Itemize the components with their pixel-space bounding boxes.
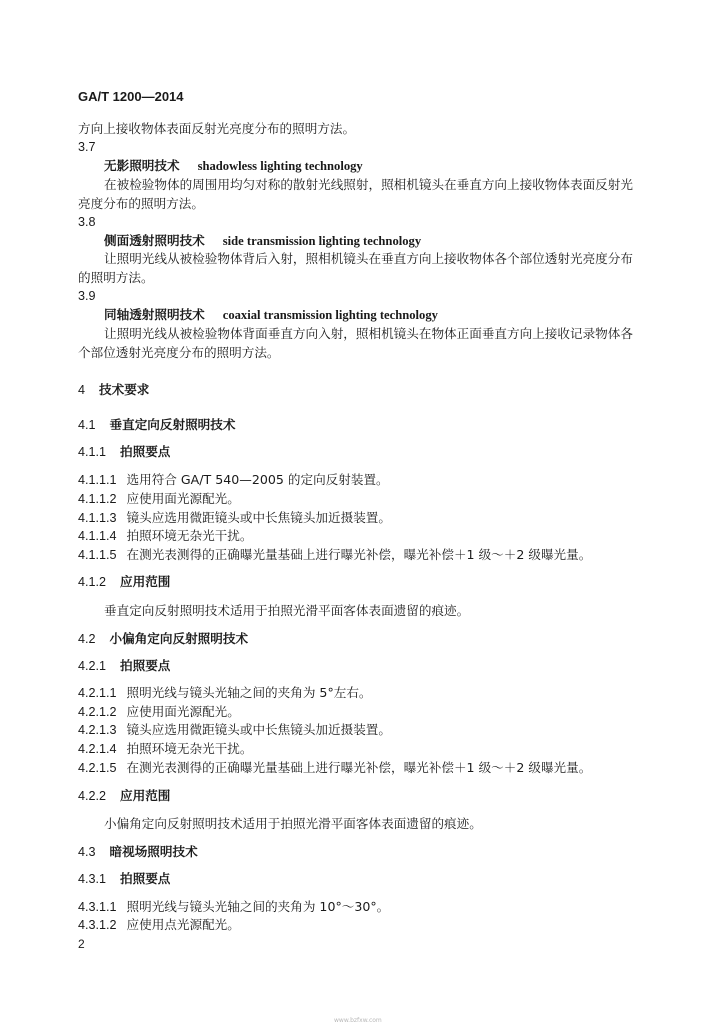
clause-item <box>78 703 240 721</box>
section-number: 4.2 <box>78 632 96 646</box>
clause-item-text: 应使用面光源配光。 <box>126 491 240 506</box>
clause-item <box>78 471 389 489</box>
paragraph-line: 让照明光线从被检验物体背面垂直方向入射，照相机镜头在物体正面垂直方向上接收记录物体各 <box>104 326 633 341</box>
term-title <box>104 306 438 324</box>
term-title <box>104 232 421 250</box>
clause-item <box>78 509 391 527</box>
clause-item-number: 4.3.1.2 <box>78 918 117 932</box>
clause-item-number: 4.2.1.5 <box>78 761 117 775</box>
section-number: 4.3 <box>78 845 96 859</box>
clause-item <box>78 759 591 777</box>
section-heading <box>78 630 248 648</box>
term-title-cn: 无影照明技术 <box>104 158 180 173</box>
clause-item-number: 4.2.1.3 <box>78 723 117 737</box>
clause-item-number: 4.1.1.2 <box>78 492 117 506</box>
clause-item-number: 4.1.1.5 <box>78 548 117 562</box>
clause-item-text: 在测光表测得的正确曝光量基础上进行曝光补偿，曝光补偿＋1 级～＋2 级曝光量。 <box>126 547 592 562</box>
term-title-en: shadowless lighting technology <box>197 159 363 173</box>
clause-item-text: 应使用点光源配光。 <box>126 917 240 932</box>
clause-item <box>78 490 240 508</box>
section-heading <box>78 843 198 861</box>
paragraph-line: 方向上接收物体表面反射光亮度分布的照明方法。 <box>78 121 356 136</box>
paragraph-line: 亮度分布的照明方法。 <box>78 196 204 211</box>
clause-item-number: 4.1.1.3 <box>78 511 117 525</box>
clause-item-number: 4.2.1.4 <box>78 742 117 756</box>
clause-item-text: 照明光线与镜头光轴之间的夹角为 5°左右。 <box>126 685 372 700</box>
subsection-title: 拍照要点 <box>120 444 171 459</box>
section-title: 暗视场照明技术 <box>109 844 198 859</box>
clause-item <box>78 721 391 739</box>
term-title <box>104 157 363 175</box>
clause-item <box>78 546 591 564</box>
subsection-title: 拍照要点 <box>120 658 171 673</box>
clause-item-text: 拍照环境无杂光干扰。 <box>126 528 253 543</box>
clause-item <box>78 527 252 545</box>
term-title-cn: 同轴透射照明技术 <box>104 307 205 322</box>
subsection-heading <box>78 657 170 675</box>
clause-item <box>78 684 372 702</box>
chapter-heading <box>78 381 149 399</box>
section-title: 小偏角定向反射照明技术 <box>109 631 249 646</box>
subsection-heading <box>78 573 170 591</box>
paragraph-line: 在被检验物体的周围用均匀对称的散射光线照射，照相机镜头在垂直方向上接收物体表面反射光 <box>104 177 633 192</box>
term-title-cn: 侧面透射照明技术 <box>104 233 205 248</box>
clause-item-number: 4.2.1.1 <box>78 686 117 700</box>
term-title-en: side transmission lighting technology <box>222 234 422 248</box>
subsection-title: 拍照要点 <box>120 871 171 886</box>
subsection-heading <box>78 443 170 461</box>
paragraph-line: 的照明方法。 <box>78 270 154 285</box>
clause-item-text: 应使用面光源配光。 <box>126 704 240 719</box>
paragraph-line: 个部位透射光亮度分布的照明方法。 <box>78 345 280 360</box>
subsection-number: 4.1.2 <box>78 575 107 589</box>
clause-item-number: 4.1.1.1 <box>78 473 117 487</box>
clause-number: 3.9 <box>78 289 96 303</box>
subsection-title: 应用范围 <box>120 788 171 803</box>
chapter-title: 技术要求 <box>99 382 150 397</box>
clause-item-text: 镜头应选用微距镜头或中长焦镜头加近摄装置。 <box>126 510 391 525</box>
subsection-number: 4.2.2 <box>78 789 107 803</box>
clause-item-text: 选用符合 GA/T 540—2005 的定向反射装置。 <box>126 472 389 487</box>
clause-item <box>78 898 389 916</box>
clause-number: 3.8 <box>78 215 96 229</box>
subsection-heading <box>78 870 170 888</box>
clause-item-text: 在测光表测得的正确曝光量基础上进行曝光补偿，曝光补偿＋1 级～＋2 级曝光量。 <box>126 760 592 775</box>
chapter-number: 4 <box>78 383 86 397</box>
clause-item-text: 拍照环境无杂光干扰。 <box>126 741 253 756</box>
watermark-text: www.bzfxw.com <box>334 1017 382 1024</box>
paragraph-line: 让照明光线从被检验物体背后入射，照相机镜头在垂直方向上接收物体各个部位透射光亮度分布 <box>104 251 633 266</box>
subsection-title: 应用范围 <box>120 574 171 589</box>
clause-item-number: 4.1.1.4 <box>78 529 117 543</box>
section-number: 4.1 <box>78 418 96 432</box>
clause-item <box>78 740 252 758</box>
clause-item-text: 镜头应选用微距镜头或中长焦镜头加近摄装置。 <box>126 722 391 737</box>
clause-item-number: 4.2.1.2 <box>78 705 117 719</box>
section-title: 垂直定向反射照明技术 <box>109 417 236 432</box>
paragraph-line: 小偏角定向反射照明技术适用于拍照光滑平面客体表面遗留的痕迹。 <box>104 816 482 831</box>
subsection-heading <box>78 787 170 805</box>
subsection-number: 4.2.1 <box>78 659 107 673</box>
subsection-number: 4.1.1 <box>78 445 107 459</box>
subsection-number: 4.3.1 <box>78 872 107 886</box>
term-title-en: coaxial transmission lighting technology <box>222 308 438 322</box>
clause-number: 3.7 <box>78 140 96 154</box>
clause-item-text: 照明光线与镜头光轴之间的夹角为 10°～30°。 <box>126 899 390 914</box>
standard-code-header: GA/T 1200—2014 <box>78 89 184 104</box>
paragraph-line: 垂直定向反射照明技术适用于拍照光滑平面客体表面遗留的痕迹。 <box>104 603 470 618</box>
section-heading <box>78 416 235 434</box>
clause-item-number: 4.3.1.1 <box>78 900 117 914</box>
page-number: 2 <box>78 937 85 951</box>
clause-item <box>78 916 240 934</box>
